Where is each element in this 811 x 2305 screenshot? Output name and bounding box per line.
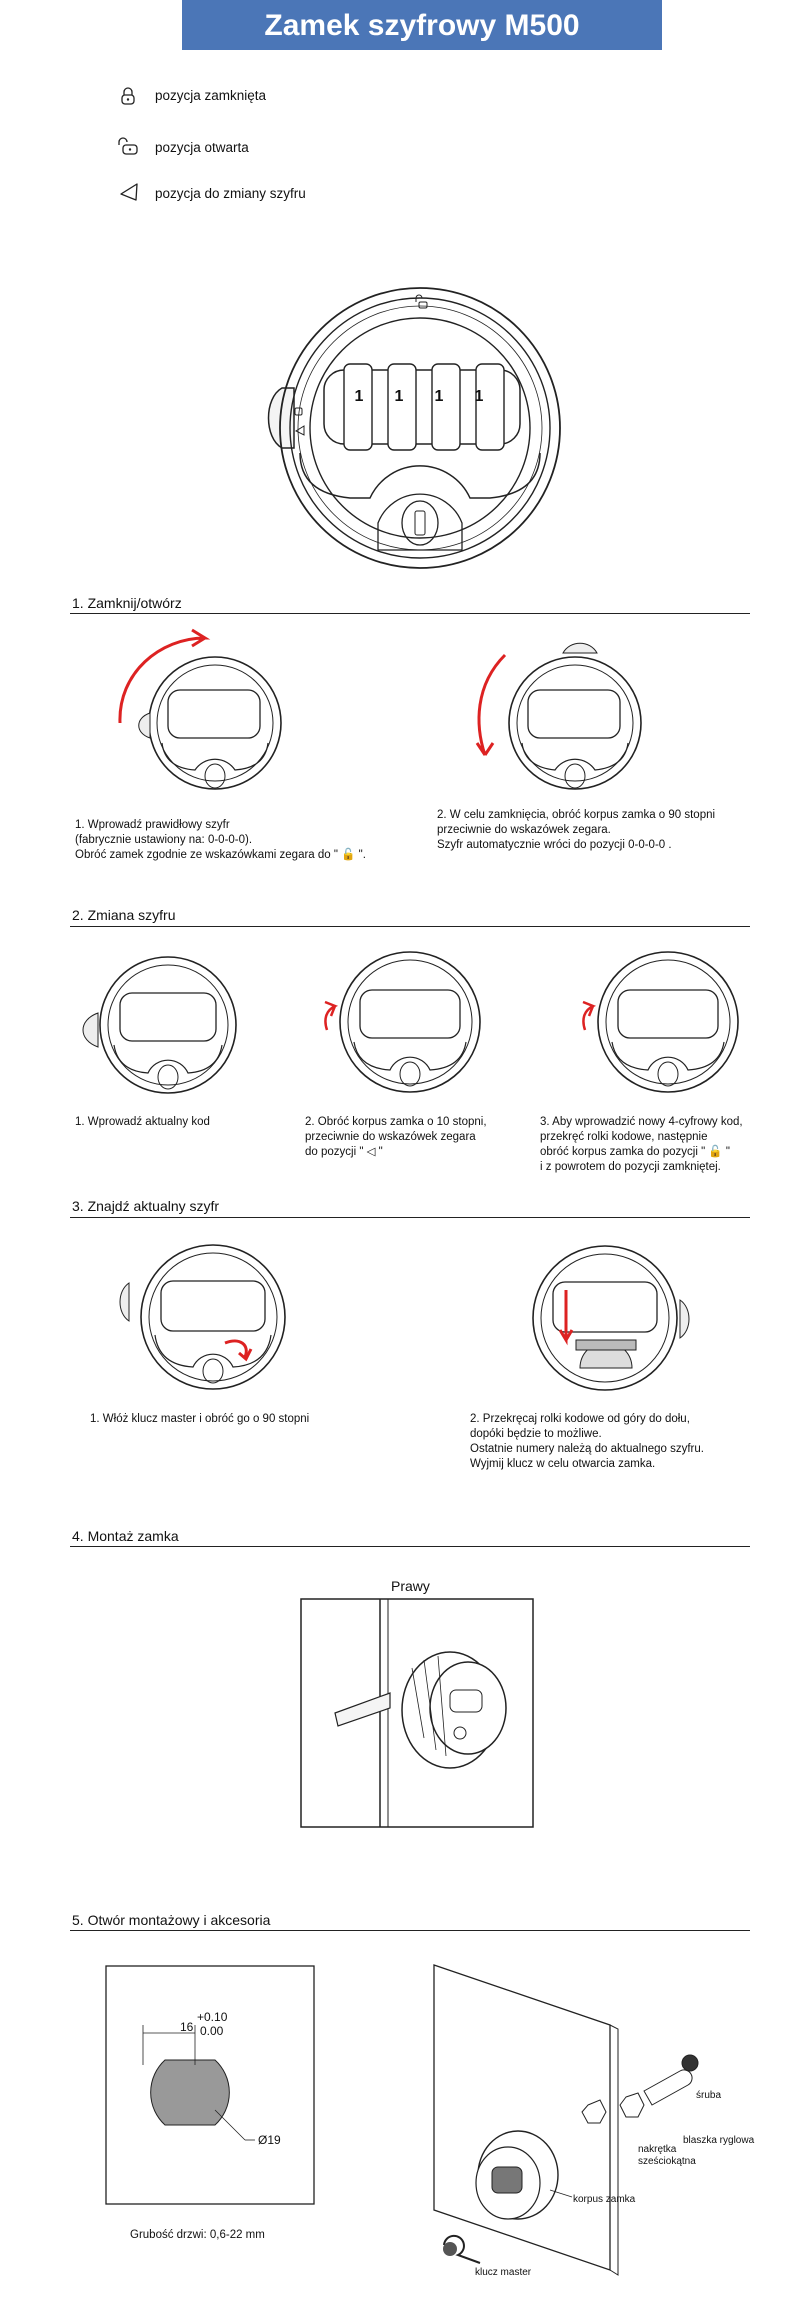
step-caption: [75, 1115, 275, 1130]
hero-digit-row: [339, 388, 499, 408]
part-label-nut: nakrętka: [638, 2144, 677, 2155]
legend-label-closed: pozycja zamknięta: [155, 88, 267, 103]
triangle-icon: [119, 182, 139, 202]
hole-tolerance-lower: 0.00: [200, 2024, 224, 2038]
legend-label-change: pozycja do zmiany szyfru: [155, 186, 306, 201]
section-title: 3. Znajdź aktualny szyfr: [72, 1198, 220, 1214]
caption-line: (fabrycznie ustawiony na: 0-0-0-0).: [75, 834, 253, 846]
lock-set-new-code-illustration: [563, 940, 748, 1105]
lock-find-code-illustration: [510, 1230, 700, 1410]
caption-line: i z powrotem do pozycji zamkniętej.: [540, 1161, 721, 1173]
caption-line: obróć korpus zamka do pozycji " 🔓 ": [540, 1146, 730, 1158]
lock-enter-code-illustration: [68, 945, 248, 1105]
caption-line: 1. Wprowadź aktualny kod: [75, 1116, 210, 1128]
hole-tolerance-upper: +0.10: [197, 2010, 228, 2024]
step-caption: [437, 808, 777, 853]
section-title: 5. Otwór montażowy i akcesoria: [72, 1912, 271, 1928]
hero-digit: 1: [394, 388, 404, 405]
part-label-master-key: klucz master: [475, 2267, 532, 2278]
door-mounting-illustration: [300, 1598, 535, 1828]
caption-line: Obróć zamek zgodnie ze wskazówkami zegara do " 🔓 ".: [75, 849, 366, 861]
caption-line: 3. Aby wprowadzić nowy 4-cyfrowy kod,: [540, 1116, 743, 1128]
step-caption: [75, 818, 395, 863]
section-title: 4. Montaż zamka: [72, 1528, 179, 1544]
door-thickness-label: Grubość drzwi: 0,6-22 mm: [130, 2229, 265, 2241]
padlock-closed-icon: [120, 87, 136, 105]
step-caption: [305, 1115, 535, 1160]
step-caption: [470, 1412, 790, 1472]
caption-line: Szyfr automatycznie wróci do pozycji 0-0-0-0 .: [437, 839, 672, 851]
caption-line: 1. Włóż klucz master i obróć go o 90 stopni: [90, 1413, 310, 1425]
legend-label-open: pozycja otwarta: [155, 140, 249, 155]
section-divider: [70, 1217, 750, 1218]
hole-diameter: Ø19: [258, 2133, 281, 2147]
lock-rotate-10-degrees-illustration: [305, 940, 490, 1105]
caption-line: przeciwnie do wskazówek zegara.: [437, 824, 611, 836]
lock-rotate-counterclockwise-illustration: [465, 625, 655, 795]
part-label-nut-2: sześciokątna: [638, 2156, 696, 2167]
hero-digit: 1: [354, 388, 364, 405]
hero-digit: 1: [434, 388, 444, 405]
caption-line: Wyjmij klucz w celu otwarcia zamka.: [470, 1458, 656, 1470]
section-divider: [70, 613, 750, 614]
caption-line: 2. Przekręcaj rolki kodowe od góry do dołu,: [470, 1413, 690, 1425]
caption-line: do pozycji " ◁ ": [305, 1146, 383, 1158]
section-divider: [70, 1546, 750, 1547]
caption-line: przeciwnie do wskazówek zegara: [305, 1131, 476, 1143]
part-label-body: korpus zamka: [573, 2194, 636, 2205]
hero-digit: 1: [474, 388, 484, 405]
caption-line: dopóki będzie to możliwe.: [470, 1428, 602, 1440]
section-title: 1. Zamknij/otwórz: [72, 595, 182, 611]
lock-front-illustration: [260, 278, 570, 588]
section-divider: [70, 1930, 750, 1931]
mounting-side-label: Prawy: [391, 1578, 430, 1594]
section-title: 2. Zmiana szyfru: [72, 907, 176, 923]
step-caption: [540, 1115, 810, 1175]
part-label-latch: blaszka ryglowa: [683, 2135, 755, 2146]
caption-line: przekręć rolki kodowe, następnie: [540, 1131, 708, 1143]
step-caption: [90, 1412, 410, 1427]
hole-width-dimension: 16: [180, 2020, 194, 2034]
lock-rotate-clockwise-illustration: [110, 628, 290, 798]
caption-line: Ostatnie numery należą do aktualnego szyfru.: [470, 1443, 704, 1455]
accessories-exploded-illustration: [430, 1945, 770, 2285]
page-title: Zamek szyfrowy M500: [182, 0, 662, 50]
caption-line: 2. Obróć korpus zamka o 10 stopni,: [305, 1116, 487, 1128]
caption-line: 1. Wprowadź prawidłowy szyfr: [75, 819, 230, 831]
part-label-screw: śruba: [696, 2090, 722, 2101]
padlock-open-icon: [117, 137, 141, 155]
mounting-hole-drawing: [105, 1965, 315, 2205]
lock-master-key-illustration: [115, 1225, 305, 1405]
caption-line: 2. W celu zamknięcia, obróć korpus zamka o 90 stopni: [437, 809, 716, 821]
section-divider: [70, 926, 750, 927]
